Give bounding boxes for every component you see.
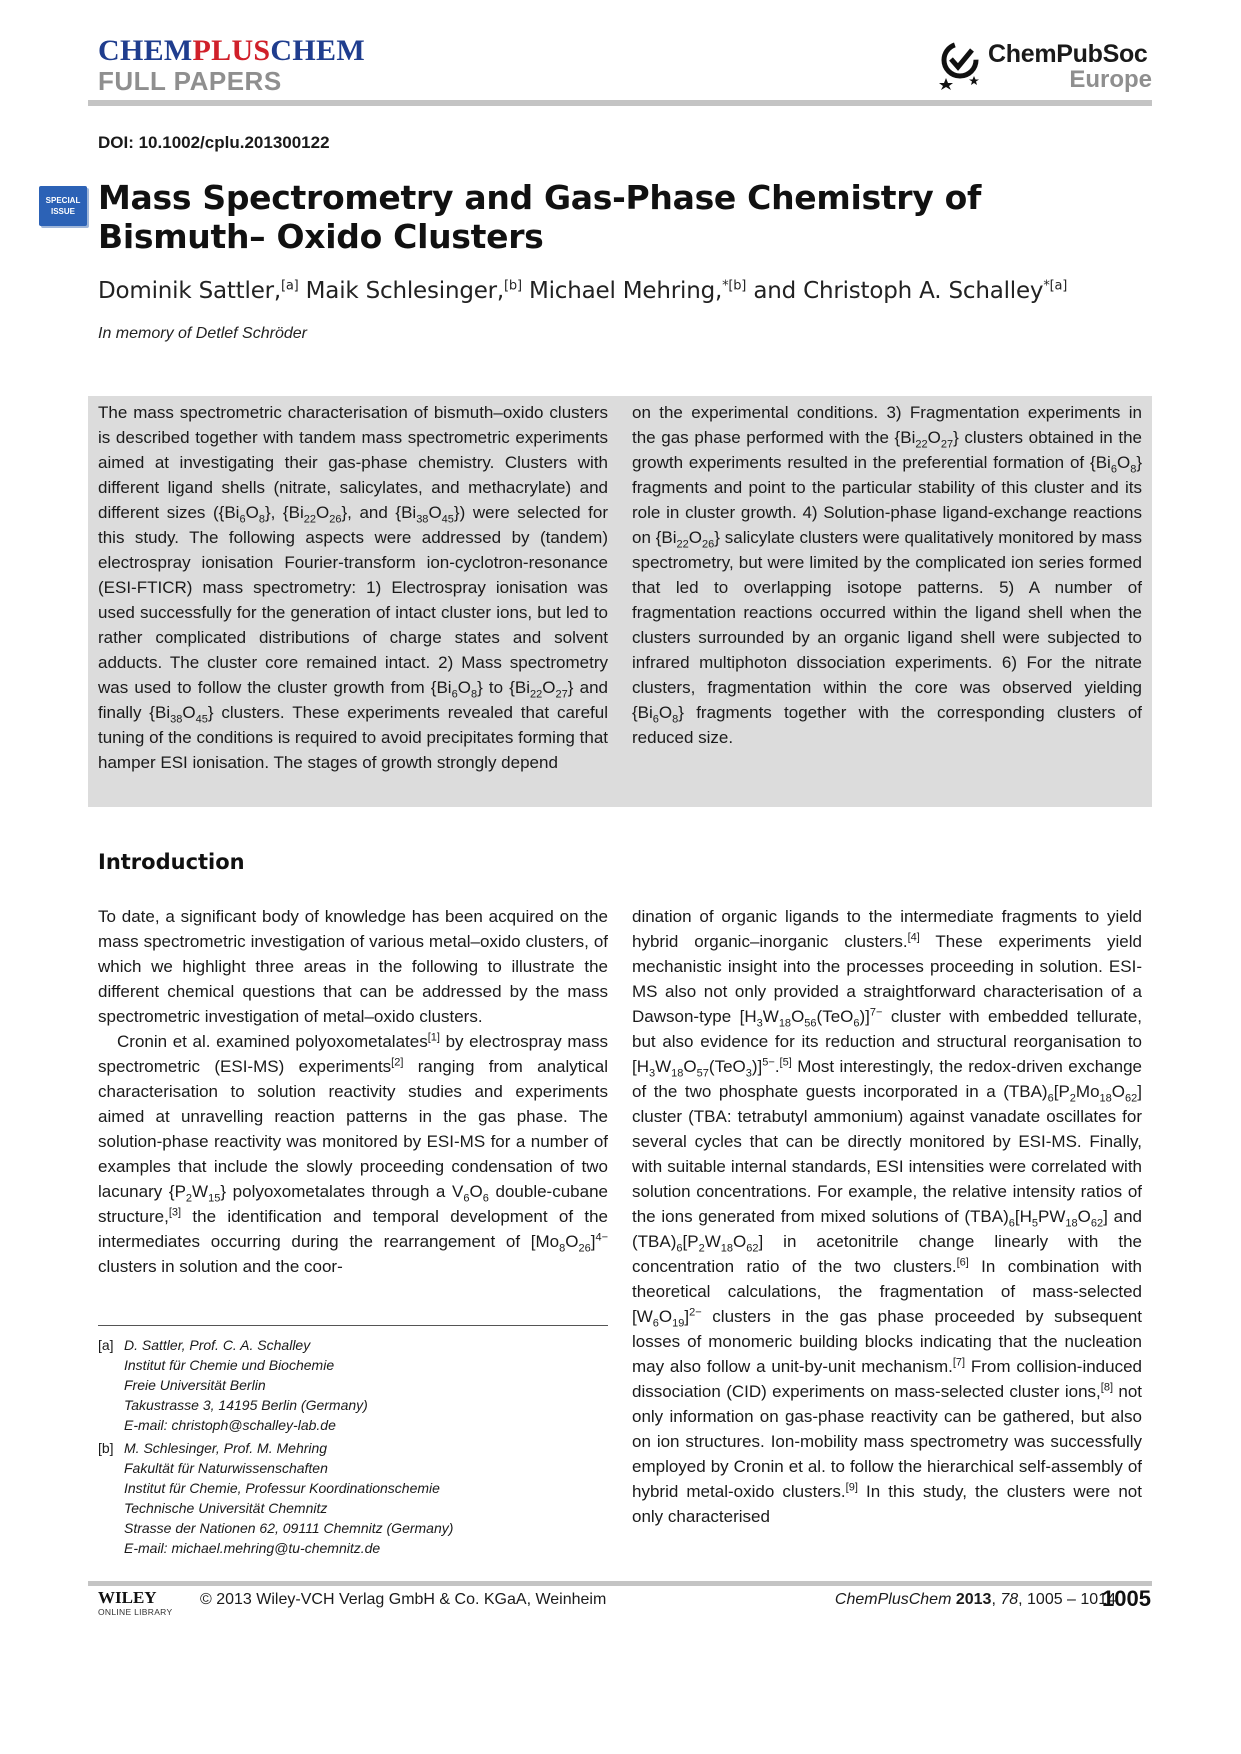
footnote-line: Institut für Chemie und Biochemie	[124, 1357, 335, 1373]
footnote-line: Technische Universität Chemnitz	[124, 1500, 328, 1516]
footnote-tag: [a]	[98, 1337, 114, 1353]
footnote	[98, 1335, 608, 1435]
journal-name-part2: PLUS	[192, 34, 271, 67]
badge-line-1: SPECIAL	[45, 196, 81, 205]
body-paragraph: Cronin et al. examined polyoxometalates[1] by electrospray mass spectrometric (ESI-MS) experiments[2] ranging from analytical characterisation to solution reactivity studies and experiments aimed at unravelling reaction patterns in the gas phase. The solution-phase reactivity was monitored by ESI-MS for a number of examples that include the slowly proceeding condensation of two lacunary $\{P_2W_{15}\}$ polyoxometalates through a $V_6O_6$ double-cubane structure,[3] the identification and temporal development of the intermediates occurring during the rearrangement of $[Mo_8O_{26}]^{4-}$ clusters in solution and the coor-	[98, 1031, 608, 1276]
footer-rule	[88, 1581, 1152, 1586]
article-title: Mass Spectrometry and Gas-Phase Chemistry of Bismuth– Oxido Clusters	[98, 178, 982, 256]
section-heading: Introduction	[98, 850, 245, 874]
publisher-region: Europe	[1069, 66, 1152, 93]
footnote-line: Freie Universität Berlin	[124, 1377, 266, 1393]
wiley-subtitle: ONLINE LIBRARY	[98, 1607, 173, 1617]
wiley-wordmark: WILEY	[98, 1588, 157, 1607]
author-name: and Christoph A. Schalley	[753, 278, 1044, 304]
doi: DOI: 10.1002/cplu.201300122	[98, 133, 330, 152]
abstract-left-column	[98, 400, 608, 775]
wiley-logo	[98, 1588, 190, 1618]
author-affiliation: *[a]	[1043, 278, 1068, 294]
badge-line-2: ISSUE	[50, 207, 75, 216]
author-affiliation: [a]	[281, 278, 299, 294]
abstract-text: The mass spectrometric characterisation of bismuth–oxido clusters is described together with tandem mass spectrometric experiments aimed at investigating their gas-phase chemistry. Clusters with different ligand shells (nitrate, salicylates, and methacrylate) and different sizes ($\{Bi_6O_8\}$, $\{Bi_{22}O_{26}\}$, and $\{Bi_{38}O_{45}\}$) were selected for this study. The following aspects were addressed by (tandem) electrospray ionisation Fourier-transform ion-cyclotron-resonance (ESI-FTICR) mass spectrometry: 1) Electrospray ionisation was used successfully for the generation of intact cluster ions, but led to rather complicated distributions of charge states and solvent adducts. The cluster core remained intact. 2) Mass spectrometry was used to follow the cluster growth from $\{Bi_6O_8\}$ to $\{Bi_{22}O_{27}\}$ and finally $\{Bi_{38}O_{45}\}$ clusters. These experiments revealed that careful tuning of the conditions is required to avoid precipitates forming that hamper ESI ionisation. The stages of growth strongly depend	[98, 403, 609, 772]
citation-pages: 1005 – 1014	[1027, 1591, 1116, 1608]
author-affiliation: [b]	[504, 278, 522, 294]
section-label: FULL PAPERS	[98, 66, 282, 96]
author-list	[98, 278, 1158, 304]
page-number: 1005	[1102, 1586, 1151, 1611]
footnote-line: D. Sattler, Prof. C. A. Schalley	[124, 1337, 311, 1353]
body-paragraph: dination of organic ligands to the intermediate fragments to yield hybrid organic–inorganic clusters.[4] These experiments yield mechanistic insight into the processes proceeding in solution. ESI-MS also not only provided a straightforward characterisation of a Dawson-type $[H_3W_{18}O_{56}(TeO_6)]^{7-}$ cluster with embedded tellurate, but also evidence for its reduction and structural reorganisation to $[H_3W_{18}O_{57}(TeO_3)]^{5-}.[5]$ Most interestingly, the redox-driven exchange of the two phosphate guests incorporated in a $(TBA)_6[P_2Mo_{18}O_{62}]$ cluster (TBA: tetrabutyl ammonium) against vanadate oscillates for several cycles that can be directly monitored by ESI-MS. Finally, with suitable internal standards, ESI intensities were correlated with solution concentrations. For example, the relative intensity ratios of the ions generated from mixed solutions of $(TBA)_6[H_5PW_{18}O_{62}]$ and $(TBA)_6[P_2W_{18}O_{62}]$ in acetonitrile change linearly with the concentration ratio of the two clusters.[6] In combination with theoretical calculations, the fragmentation of mass-selected $[W_6O_{19}]^{2-}$ clusters in the gas phase proceeded by subsequent losses of monomeric building blocks indicating that the nucleation may also follow a unit-by-unit mechanism.[7] From collision-induced dissociation (CID) experiments on mass-selected cluster ions,[8] not only information on gas-phase reactivity can be gathered, but also on ion structures. Ion-mobility mass spectrometry was successfully employed by Cronin et al. to follow the hierarchical self-assembly of hybrid metal-oxido clusters.[9] In this study, the clusters were not only characterised	[632, 907, 1143, 1526]
footnotes	[98, 1335, 608, 1561]
abstract-text: on the experimental conditions. 3) Fragmentation experiments in the gas phase performed with the $\{Bi_{22}O_{27}\}$ clusters obtained in the growth experiments resulted in the preferential formation of $\{Bi_6O_8\}$ fragments and point to the particular stability of this cluster and its role in cluster growth. 4) Solution-phase ligand-exchange reactions on $\{Bi_{22}O_{26}\}$ salicylate clusters were qualitatively monitored by mass spectrometry, but were limited by the complicated ion series formed that led to overlapping isotope patterns. 5) A number of fragmentation reactions occurred within the ligand shell when the clusters surrounded by an organic ligand shell were subjected to infrared multiphoton dissociation experiments. 6) For the nitrate clusters, fragmentation within the core was observed yielding $\{Bi_6O_8\}$ fragments together with the corresponding clusters of reduced size.	[632, 403, 1143, 747]
citation-volume: 78	[1000, 1591, 1019, 1608]
author-name: Dominik Sattler,	[98, 278, 282, 304]
publisher-star-icon	[938, 38, 984, 90]
journal-name-part3: CHEM	[270, 34, 365, 67]
footnote-tag: [b]	[98, 1440, 114, 1456]
footnote-line: Fakultät für Naturwissenschaften	[124, 1460, 328, 1476]
author-name: Maik Schlesinger,	[305, 278, 505, 304]
copyright: © 2013 Wiley-VCH Verlag GmbH & Co. KGaA, Weinheim	[200, 1591, 607, 1608]
footnote-body	[124, 1335, 368, 1435]
publisher-logo	[938, 36, 1152, 94]
footnote-line: E-mail: christoph@schalley-lab.de	[124, 1417, 336, 1433]
abstract-right-column	[632, 400, 1142, 750]
body-left-column	[98, 904, 608, 1279]
body-paragraph: To date, a significant body of knowledge has been acquired on the mass spectrometric investigation of various metal–oxido clusters, of which we highlight three areas in the following to illustrate the different chemical questions that can be addressed by the mass spectrometric investigation of metal–oxido clusters.	[98, 907, 608, 1026]
body-right-column	[632, 904, 1142, 1529]
journal-name	[98, 34, 365, 68]
special-issue-badge	[39, 186, 87, 226]
footnote-line: Strasse der Nationen 62, 09111 Chemnitz (Germany)	[124, 1520, 454, 1536]
journal-name-part1: CHEM	[98, 34, 193, 67]
citation-year: 2013	[955, 1591, 992, 1608]
dedication: In memory of Detlef Schröder	[98, 325, 307, 342]
author-name: Michael Mehring,	[528, 278, 723, 304]
footnote-body	[124, 1438, 453, 1558]
footnote-line: Institut für Chemie, Professur Koordinationschemie	[124, 1480, 440, 1496]
citation-journal: ChemPlusChem	[834, 1591, 952, 1608]
header-rule	[88, 100, 1152, 106]
citation: ChemPlusChem 2013, 78, 1005 – 1014	[834, 1591, 1116, 1608]
footnote-line: M. Schlesinger, Prof. M. Mehring	[124, 1440, 328, 1456]
footnote-line: Takustrasse 3, 14195 Berlin (Germany)	[124, 1397, 368, 1413]
publisher-name: ChemPubSoc	[988, 40, 1148, 68]
footnote-line: E-mail: michael.mehring@tu-chemnitz.de	[124, 1540, 381, 1556]
footnote-rule	[98, 1325, 608, 1326]
author-affiliation: *[b]	[722, 278, 747, 294]
footnote	[98, 1438, 608, 1558]
